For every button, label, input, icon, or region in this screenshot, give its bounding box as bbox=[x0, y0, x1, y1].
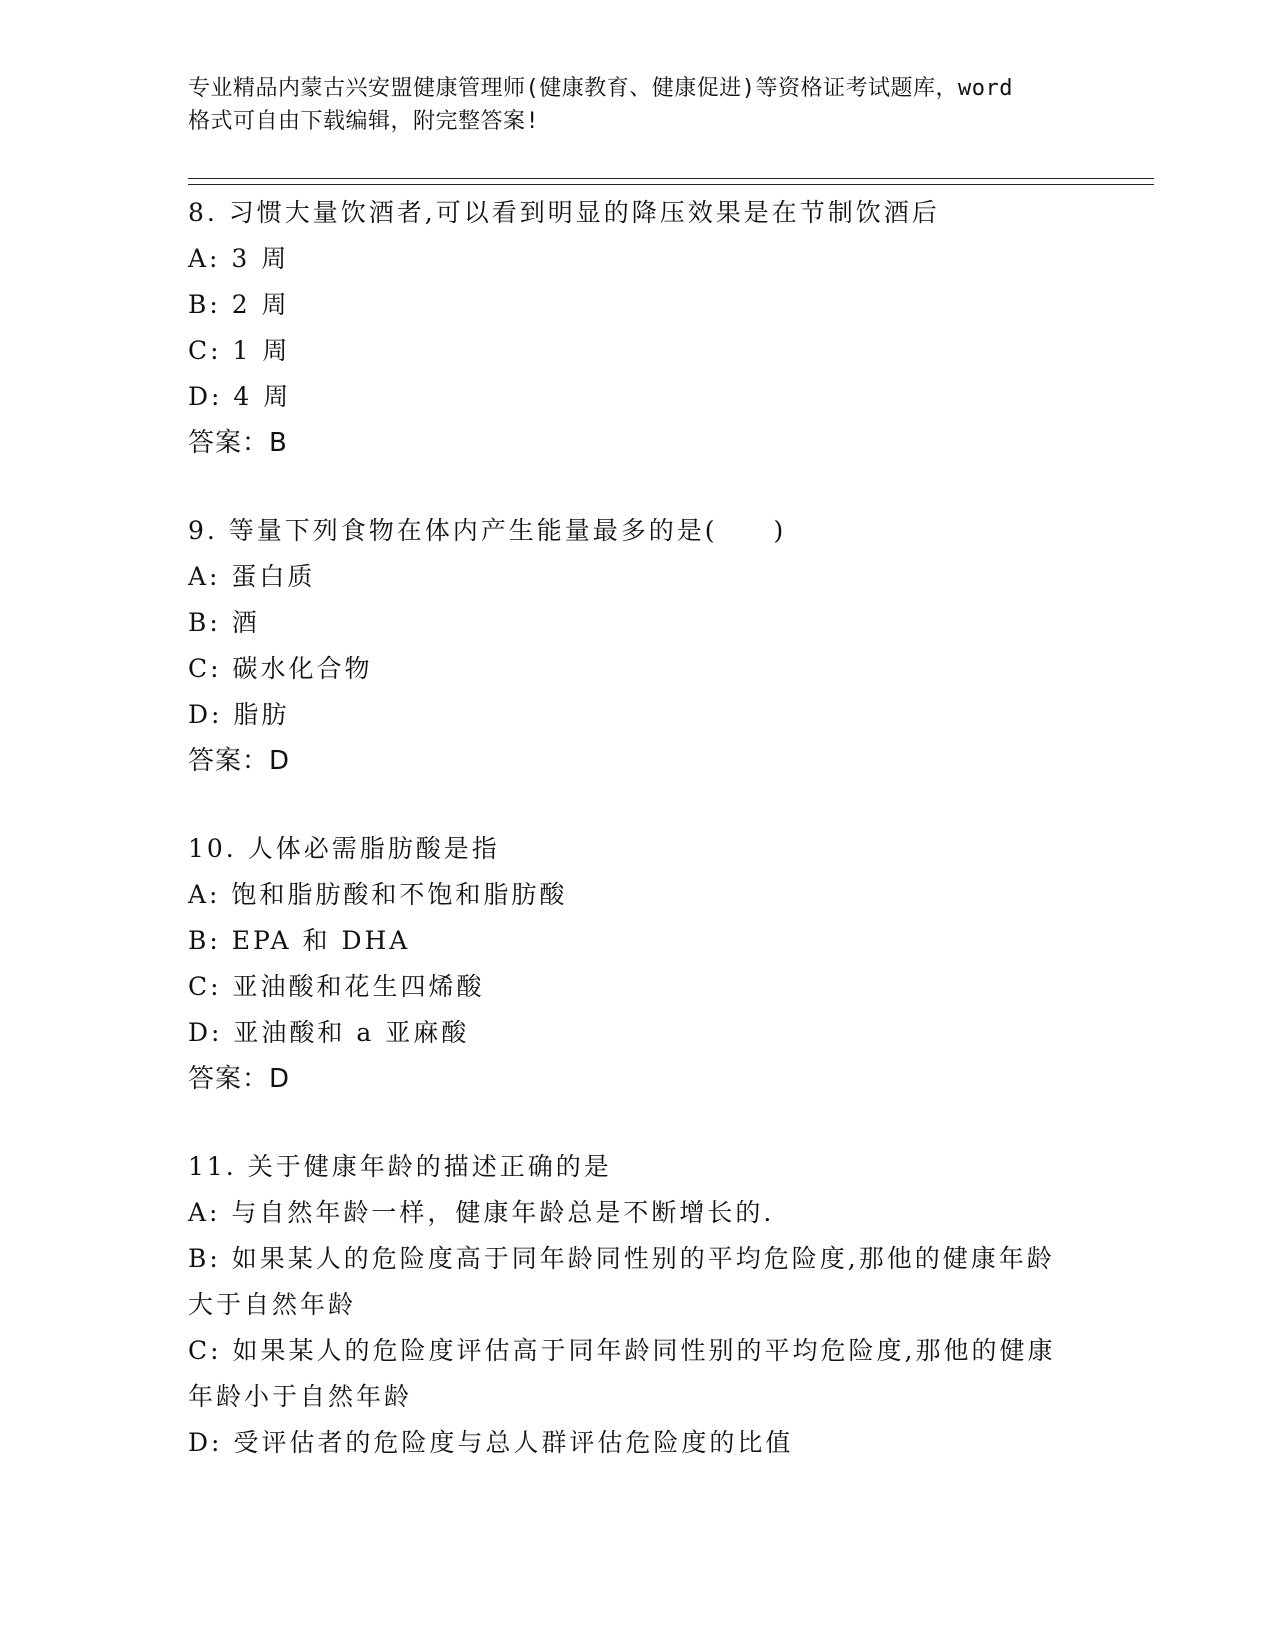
question-9 bbox=[188, 508, 1088, 784]
option-d: D: 脂肪 bbox=[188, 700, 290, 729]
option-a: A: 与自然年龄一样，健康年龄总是不断增长的. bbox=[188, 1198, 775, 1227]
option-b: B: 2 周 bbox=[188, 290, 290, 319]
option-c: C: 如果某人的危险度评估高于同年龄同性别的平均危险度,那他的健康年龄小于自然年龄 bbox=[188, 1336, 1056, 1411]
spacer bbox=[188, 784, 1088, 826]
option-b: B: EPA 和 DHA bbox=[188, 926, 411, 955]
document-header bbox=[188, 72, 1088, 138]
question-11 bbox=[188, 1144, 1088, 1466]
option-d: D: 4 周 bbox=[188, 382, 292, 411]
question-8 bbox=[188, 190, 1088, 466]
option-b: B: 如果某人的危险度高于同年龄同性别的平均危险度,那他的健康年龄大于自然年龄 bbox=[188, 1244, 1055, 1319]
option-d: D: 受评估者的危险度与总人群评估危险度的比值 bbox=[188, 1428, 794, 1457]
question-stem: 8. 习惯大量饮酒者,可以看到明显的降压效果是在节制饮酒后 bbox=[188, 198, 940, 227]
option-c: C: 亚油酸和花生四烯酸 bbox=[188, 972, 485, 1001]
question-list bbox=[188, 190, 1088, 1466]
question-stem: 10. 人体必需脂肪酸是指 bbox=[188, 834, 500, 863]
spacer bbox=[188, 466, 1088, 508]
option-d: D: 亚油酸和 a 亚麻酸 bbox=[188, 1018, 470, 1047]
header-divider-top bbox=[188, 178, 1154, 179]
spacer bbox=[188, 1102, 1088, 1144]
question-stem: 11. 关于健康年龄的描述正确的是 bbox=[188, 1152, 612, 1181]
option-c: C: 1 周 bbox=[188, 336, 291, 365]
answer-label: 答案：B bbox=[188, 428, 288, 458]
option-c: C: 碳水化合物 bbox=[188, 654, 373, 683]
question-stem: 9. 等量下列食物在体内产生能量最多的是( ) bbox=[188, 516, 787, 545]
answer-label: 答案：D bbox=[188, 1064, 291, 1094]
header-divider-bottom bbox=[188, 184, 1154, 185]
header-line-2: 格式可自由下载编辑，附完整答案! bbox=[188, 109, 540, 134]
option-a: A: 蛋白质 bbox=[188, 562, 316, 591]
option-b: B: 酒 bbox=[188, 608, 260, 637]
answer-label: 答案：D bbox=[188, 746, 291, 776]
option-a: A: 3 周 bbox=[188, 244, 290, 273]
question-10 bbox=[188, 826, 1088, 1102]
header-line-1: 专业精品内蒙古兴安盟健康管理师(健康教育、健康促进)等资格证考试题库，word bbox=[188, 76, 1013, 101]
option-a: A: 饱和脂肪酸和不饱和脂肪酸 bbox=[188, 880, 568, 909]
